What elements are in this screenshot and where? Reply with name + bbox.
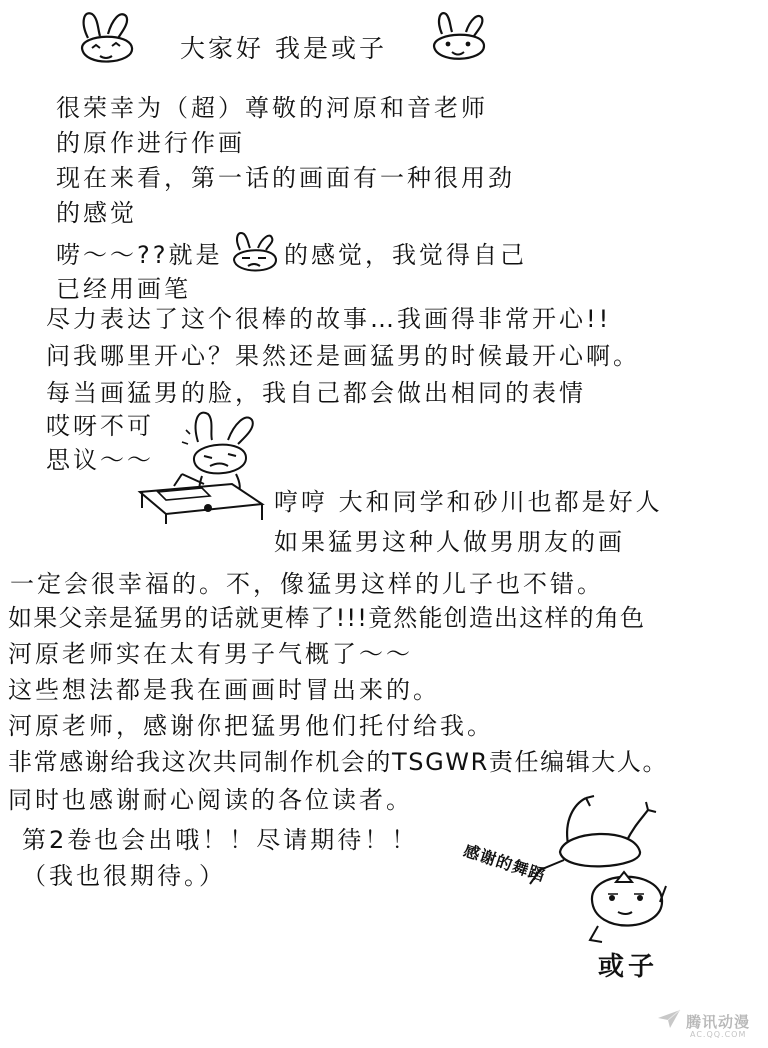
- text-line-22: （我也很期待。）: [22, 862, 226, 890]
- text-line-14: 一定会很幸福的。不，像猛男这样的儿子也不错。: [10, 570, 604, 598]
- text-line-5a: 唠～～??就是: [56, 241, 223, 269]
- text-line-13: 如果猛男这种人做男朋友的画: [274, 528, 625, 556]
- page-title: 大家好 我是或子: [180, 34, 387, 63]
- text-line-19: 非常感谢给我这次共同制作机会的TSGWR责任编辑大人。: [8, 748, 669, 776]
- right-bunny-icon: [428, 8, 490, 68]
- text-line-11: 思议～～: [46, 446, 154, 474]
- text-line-9: 每当画猛男的脸，我自己都会做出相同的表情: [46, 379, 586, 407]
- text-line-4: 的感觉: [56, 199, 137, 227]
- bunny-drawing-at-desk-icon: [136, 404, 266, 526]
- text-line-5b: 的感觉，我觉得自己: [284, 241, 527, 269]
- text-line-20: 同时也感谢耐心阅读的各位读者。: [8, 786, 413, 814]
- text-line-2: 的原作进行作画: [56, 129, 245, 157]
- small-bunny-face-icon: [228, 230, 282, 276]
- text-line-15: 如果父亲是猛男的话就更棒了!!!竟然能创造出这样的角色: [8, 604, 646, 632]
- text-line-16: 河原老师实在太有男子气概了～～: [8, 640, 413, 668]
- text-line-8: 问我哪里开心？果然还是画猛男的时候最开心啊。: [46, 342, 640, 370]
- watermark-sub: AC.QQ.COM: [690, 1030, 747, 1039]
- text-line-6: 已经用画笔: [56, 275, 191, 303]
- text-line-17: 这些想法都是我在画画时冒出来的。: [8, 676, 440, 704]
- signature: 或子: [598, 952, 659, 982]
- text-line-12: 哼哼 大和同学和砂川也都是好人: [274, 488, 663, 516]
- text-line-7: 尽力表达了这个很棒的故事…我画得非常开心!!: [46, 305, 612, 333]
- text-line-10: 哎呀不可: [46, 412, 154, 440]
- text-line-3: 现在来看，第一话的画面有一种很用劲: [56, 164, 515, 192]
- text-line-18: 河原老师，感谢你把猛男他们托付给我。: [8, 712, 494, 740]
- text-line-21: 第2卷也会出哦！！尽请期待！！: [22, 826, 419, 854]
- watermark-logo-icon: [656, 1008, 682, 1034]
- dance-caption: 感谢的舞蹈: [461, 840, 548, 886]
- text-line-1: 很荣幸为（超）尊敬的河原和音老师: [56, 94, 488, 122]
- watermark-text: 腾讯动漫: [686, 1012, 751, 1031]
- left-bunny-icon: [72, 8, 140, 72]
